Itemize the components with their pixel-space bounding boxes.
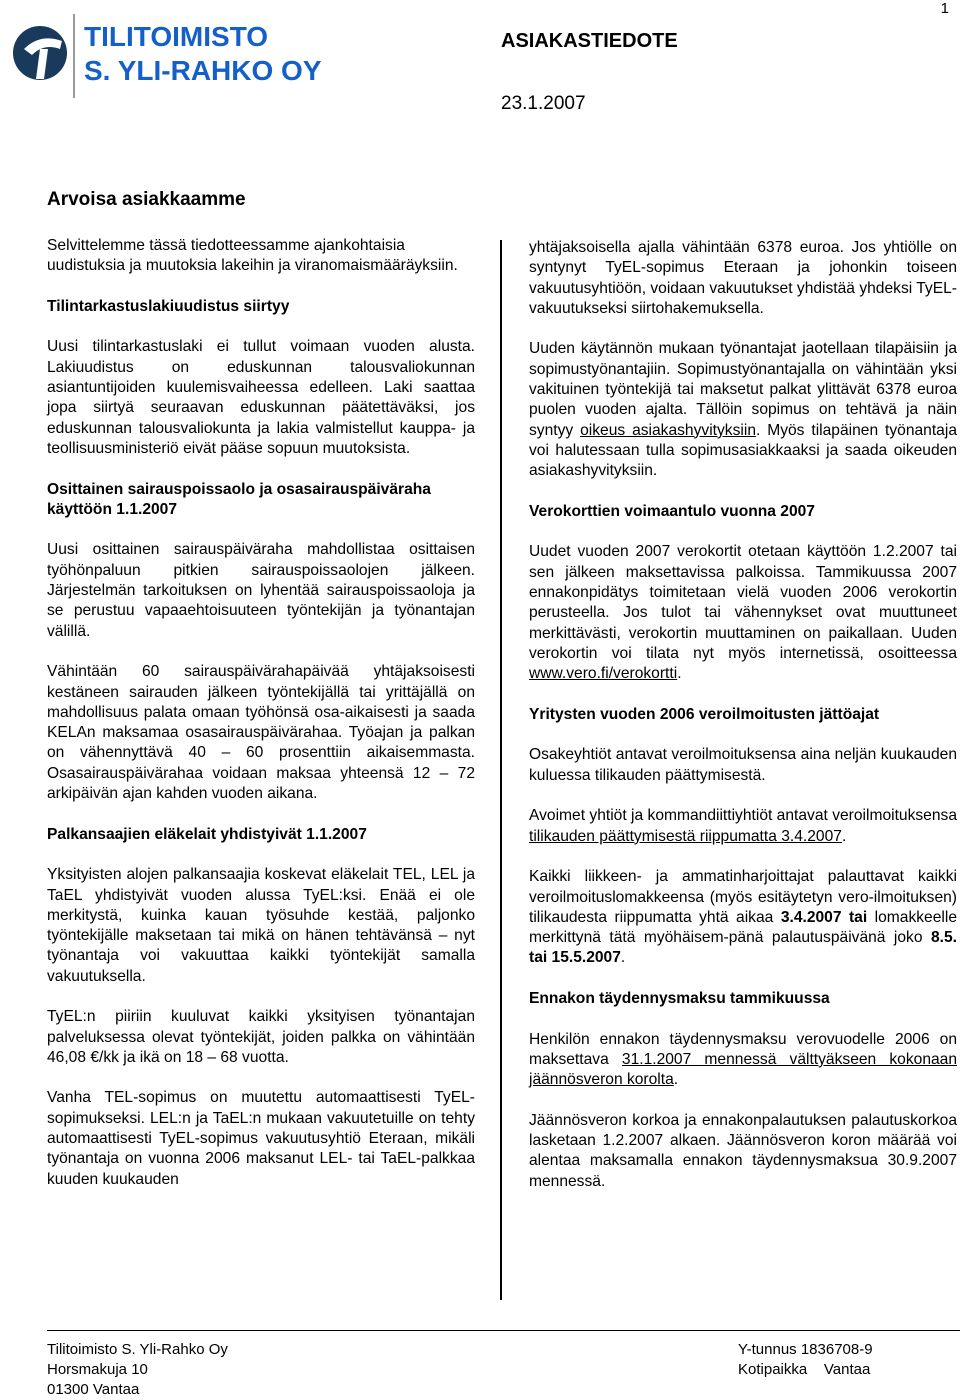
text-run: Avoimet yhtiöt ja kommandiittiyhtiöt antavat veroilmoituksensa <box>529 807 957 825</box>
company-name-line2: S. YLI-RAHKO OY <box>84 55 322 86</box>
company-name-line1: TILITOIMISTO <box>84 21 269 52</box>
company-logo-icon <box>10 19 70 91</box>
paragraph: Uusi tilintarkastuslaki ei tullut voimaan vuoden alusta. Lakiuudistus on eduskunnan talousvaliokunnan asiantuntijoiden kuulemisvaiheessa edelleen. Laki saattaa jopa siirtyä seuraavan eduskunnan päätettäväksi, jos eduskunnan talousvaliokunta ja lakia valmistellut kauppa- ja teollisuusministeriö eivät pääse sopuun muutoksista. <box>47 338 475 457</box>
paragraph <box>529 339 957 481</box>
paragraph: Yksityisten alojen palkansaajia koskevat eläkelait TEL, LEL ja TaEL yhdistyivät vuoden alussa TyEL:ksi. Enää ei ole merkitystä, kuinka kauan työsuhde kestää, paljonko työntekijälle maksetaan tai mikä on hänen tehtävänsä – nyt työnantaja voi vakuuttaa kaikki työntekijät samalla vakuutuksella. <box>47 866 475 985</box>
text-run: Henkilön ennakon täydennysmaksu verovuodelle 2006 on maksettava <box>529 1030 957 1068</box>
section-heading: Ennakon täydennysmaksu tammikuussa <box>529 989 830 1007</box>
footer-city: 01300 Vantaa <box>47 1381 140 1398</box>
paragraph: Vähintään 60 sairauspäivärahapäivää yhtäjaksoisesti kestäneen sairauden jälkeen työntekijällä tai yrittäjällä on mahdollisuus palata omaan työhönsä osa-aikaisesti ja saada KELAn maksamaa osasairauspäivärahaa. Työajan ja palkan on vähennyttävä 40 – 60 prosenttiin aikaisemmasta. Osasairauspäivärahaa voidaan maksaa yhteensä 12 – 72 arkipäivän ajan kahden vuoden aikana. <box>47 663 475 803</box>
footer-domicile: Kotipaikka Vantaa <box>738 1361 871 1378</box>
bold-text: 8.5. tai 15.5.2007 <box>529 929 957 967</box>
text-run: . <box>677 665 682 683</box>
footer-company: Tilitoimisto S. Yli-Rahko Oy <box>47 1341 228 1358</box>
text-run: . <box>673 1071 679 1089</box>
company-name <box>84 20 322 88</box>
text-run: Uuden käytännön mukaan työnantajat jaotellaan tilapäisiin ja sopimustyönantajiin. Sopimustyönantajalla on vähintään yksi vakituinen työntekijä tai maksetut palkat ylittävät 6378 euroa puolen vuoden ajalta. Tällöin sopimus on tehtävä ja näin syntyy <box>529 340 957 439</box>
bold-text: 3.4.2007 tai <box>780 908 868 926</box>
paragraph <box>529 542 957 684</box>
text-run: lomakkeelle merkittynä tätä myöhäisem-pänä palautuspäivänä joko <box>529 908 957 947</box>
section-heading: Palkansaajien eläkelait yhdistyivät 1.1.2007 <box>47 825 367 843</box>
document-type: ASIAKASTIEDOTE <box>501 30 678 52</box>
paragraph: Vanha TEL-sopimus on muutettu automaattisesti TyEL-sopimukseksi. LEL:n ja TaEL:n mukaan vakuutetuille on tehty automaattisesti TyEL-sopimus vakuutusyhtiö Eteraan, mikäli työnantaja on vuonna 2006 maksanut LEL- tai TaEL-palkkaa kuuden kuukauden <box>47 1089 475 1188</box>
paragraph: yhtäjaksoisella ajalla vähintään 6378 euroa. Jos yhtiölle on syntynyt TyEL-sopimus Eteraan ja johonkin toiseen vakuutusyhtiöön, voidaan vakuutukset yhdistää yhdeksi TyEL-vakuutukseksi siirtohakemuksella. <box>529 239 957 317</box>
paragraph <box>529 1030 957 1091</box>
section-heading: Tilintarkastuslakiuudistus siirtyy <box>47 297 290 315</box>
paragraph: Jäännösveron korkoa ja ennakonpalautuksen palautuskorkoa lasketaan 1.2.2007 alkaen. Jäännösveron koron määrää voi alentaa maksamalla ennakon täydennysmaksua 30.9.2007 mennessä. <box>529 1111 957 1190</box>
text-run: . Myös tilapäinen työnantaja voi halutessaan tulla sopimusasiakkaaksi ja saada oikeuden asiakashyvityksiin. <box>529 421 957 480</box>
section-heading: Osittainen sairauspoissaolo ja osasairauspäiväraha käyttöön 1.1.2007 <box>47 480 431 518</box>
document-date: 23.1.2007 <box>501 93 586 114</box>
text-run: . <box>841 827 847 845</box>
header-divider <box>73 14 75 98</box>
paragraph: Uusi osittainen sairauspäiväraha mahdollistaa osittaisen työhönpaluun pitkien sairauspoissaolojen jälkeen. Järjestelmän tarkoituksen on lyhentää sairauspoissaoloja ja se perustuu vapaaehtoisuuteen työntekijän ja työnantajan välillä. <box>47 541 475 640</box>
text-run: Kaikki liikkeen- ja ammatinharjoittajat palauttavat kaikki veroilmoituslomakkeensa (myös esitäytetyn vero-ilmoituksen) tilikaudesta riippumatta yhtä aikaa <box>529 868 957 926</box>
right-column <box>529 238 957 1212</box>
underlined-text: 31.1.2007 mennessä välttyäkseen kokonaan jäännösveron korolta <box>529 1050 958 1089</box>
column-divider <box>500 240 502 1300</box>
text-run: . <box>620 949 626 967</box>
vero-link[interactable]: www.vero.fi/verokortti <box>529 665 678 683</box>
footer-street: Horsmakuja 10 <box>47 1361 148 1378</box>
paragraph <box>529 867 957 968</box>
greeting: Arvoisa asiakkaamme <box>47 189 246 210</box>
left-column <box>47 236 475 1210</box>
section-heading: Yritysten vuoden 2006 veroilmoitusten jättöajat <box>529 705 880 723</box>
paragraph <box>529 806 957 847</box>
underlined-text: tilikauden päättymisestä riippumatta 3.4.2007 <box>529 827 842 845</box>
page-number: 1 <box>940 0 949 17</box>
text-run: Uudet vuoden 2007 verokortit otetaan käyttöön 1.2.2007 tai sen jälkeen maksettavissa palkoissa. Tammikuussa 2007 ennakonpidätys toimitetaan vielä vuoden 2006 verokortin perusteella. Jos tulot tai vähennykset ovat muuttuneet merkittävästi, verokortin muuttaminen on paikallaan. Uuden verokortin voi tilata nyt myös internetissä, osoitteessa <box>529 543 957 662</box>
footer-address <box>47 1340 228 1400</box>
footer-divider <box>47 1330 960 1331</box>
footer-registration <box>738 1340 873 1380</box>
section-heading: Verokorttien voimaantulo vuonna 2007 <box>529 502 815 520</box>
underlined-text: oikeus asiakashyvityksiin <box>580 421 756 439</box>
footer-business-id: Y-tunnus 1836708-9 <box>738 1341 873 1358</box>
paragraph: Osakeyhtiöt antavat veroilmoituksensa aina neljän kuukauden kuluessa tilikauden päättymisestä. <box>529 746 957 784</box>
paragraph: TyEL:n piiriin kuuluvat kaikki yksityisen työnantajan palveluksessa olevat työntekijät, joiden palkka on vähintään 46,08 €/kk ja ikä on 18 – 68 vuotta. <box>47 1008 475 1066</box>
intro-paragraph: Selvittelemme tässä tiedotteessamme ajankohtaisia uudistuksia ja muutoksia lakeihin ja viranomaismääräyksiin. <box>47 237 458 275</box>
